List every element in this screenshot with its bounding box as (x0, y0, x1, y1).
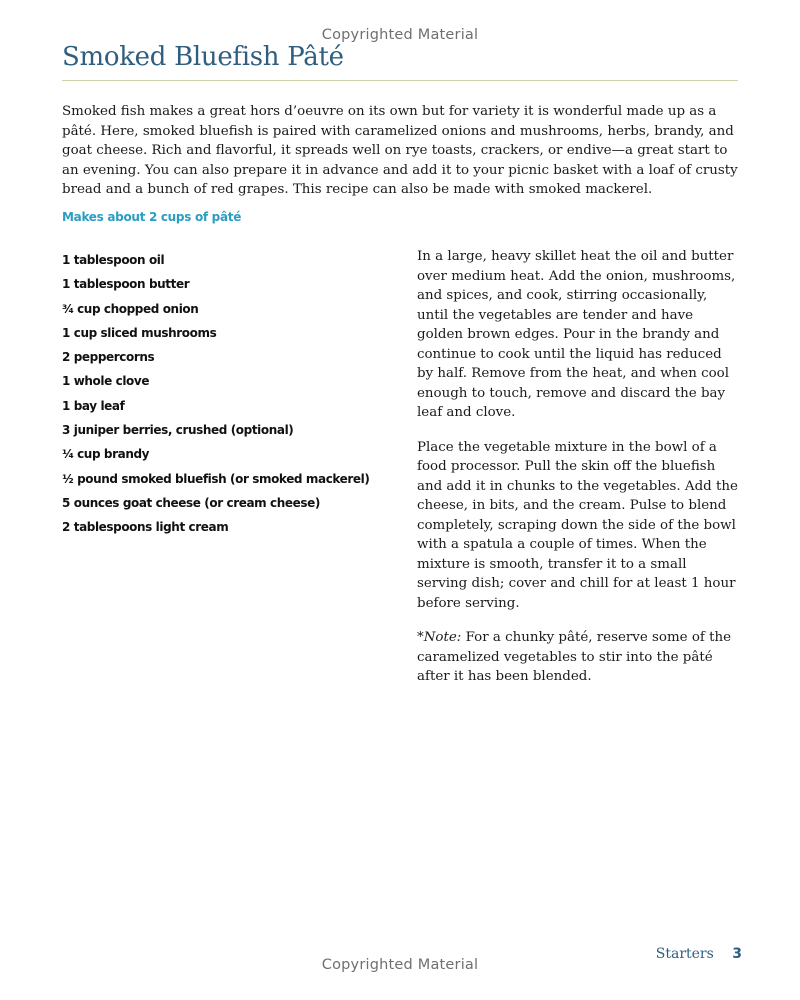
ingredient-item: 5 ounces goat cheese (or cream cheese) (62, 495, 320, 510)
ingredient-item: ¹⁄₂ pound smoked bluefish (or smoked mackerel) (62, 471, 370, 486)
recipe-yield: Makes about 2 cups of pâté (62, 210, 242, 224)
method-column (417, 247, 739, 702)
note-text: For a chunky pâté, reserve some of the caramelized vegetables to stir into the pâté after it has been blended. (417, 630, 732, 684)
watermark-top: Copyrighted Material (321, 27, 479, 43)
recipe-title: Smoked Bluefish Pâté (62, 42, 344, 72)
page-number: 3 (732, 946, 742, 962)
method-step-2: Place the vegetable mixture in the bowl of a food processor. Pull the skin off the bluefish and add it in chunks to the vegetables. Add the cheese, in bits, and the cream. Pulse to blend completely, scraping down the side of the bowl with a spatula a couple of times. When the mixture is smooth, transfer it to a small serving dish; cover and chill for at least 1 hour before serving. (417, 439, 738, 611)
ingredient-item: 2 tablespoons light cream (62, 520, 229, 535)
footer-section: Starters (655, 946, 714, 962)
ingredient-item: 1 tablespoon butter (62, 277, 190, 292)
ingredient-item: 1 whole clove (62, 374, 150, 389)
watermark-bottom: Copyrighted Material (321, 957, 479, 973)
recipe-intro: Smoked fish makes a great hors d’oeuvre on its own but for variety it is wonderful made up as a pâté. Here, smoked bluefish is paired with caramelized onions and mushrooms, herbs, brandy, and goat cheese. Rich and flavorful, it spreads well on rye toasts, crackers, or endive—a great start to an evening. You can also prepare it in advance and add it to your picnic basket with a loaf of crusty bread and a bunch of red grapes. This recipe can also be made with smoked mackerel. (62, 104, 738, 197)
ingredient-item: 1 cup sliced mushrooms (62, 325, 217, 340)
method-step-1: In a large, heavy skillet heat the oil and butter over medium heat. Add the onion, mushrooms, and spices, and cook, stirring occasionally, until the vegetables are tender and have golden brown edges. Pour in the brandy and continue to cook until the liquid has reduced by half. Remove from the heat, and when cool enough to touch, remove and discard the bay leaf and clove. (417, 249, 736, 420)
ingredient-item: ³⁄₄ cup chopped onion (62, 301, 199, 316)
ingredient-list (62, 248, 382, 540)
ingredient-item: ¹⁄₄ cup brandy (62, 447, 150, 462)
recipe-note (417, 628, 739, 687)
ingredient-item: 1 bay leaf (62, 398, 125, 413)
title-divider (62, 80, 738, 81)
note-prefix: * (417, 630, 424, 645)
ingredient-item: 3 juniper berries, crushed (optional) (62, 423, 294, 438)
ingredient-item: 2 peppercorns (62, 350, 155, 365)
ingredient-item: 1 tablespoon oil (62, 253, 165, 267)
note-label: Note: (423, 630, 462, 645)
